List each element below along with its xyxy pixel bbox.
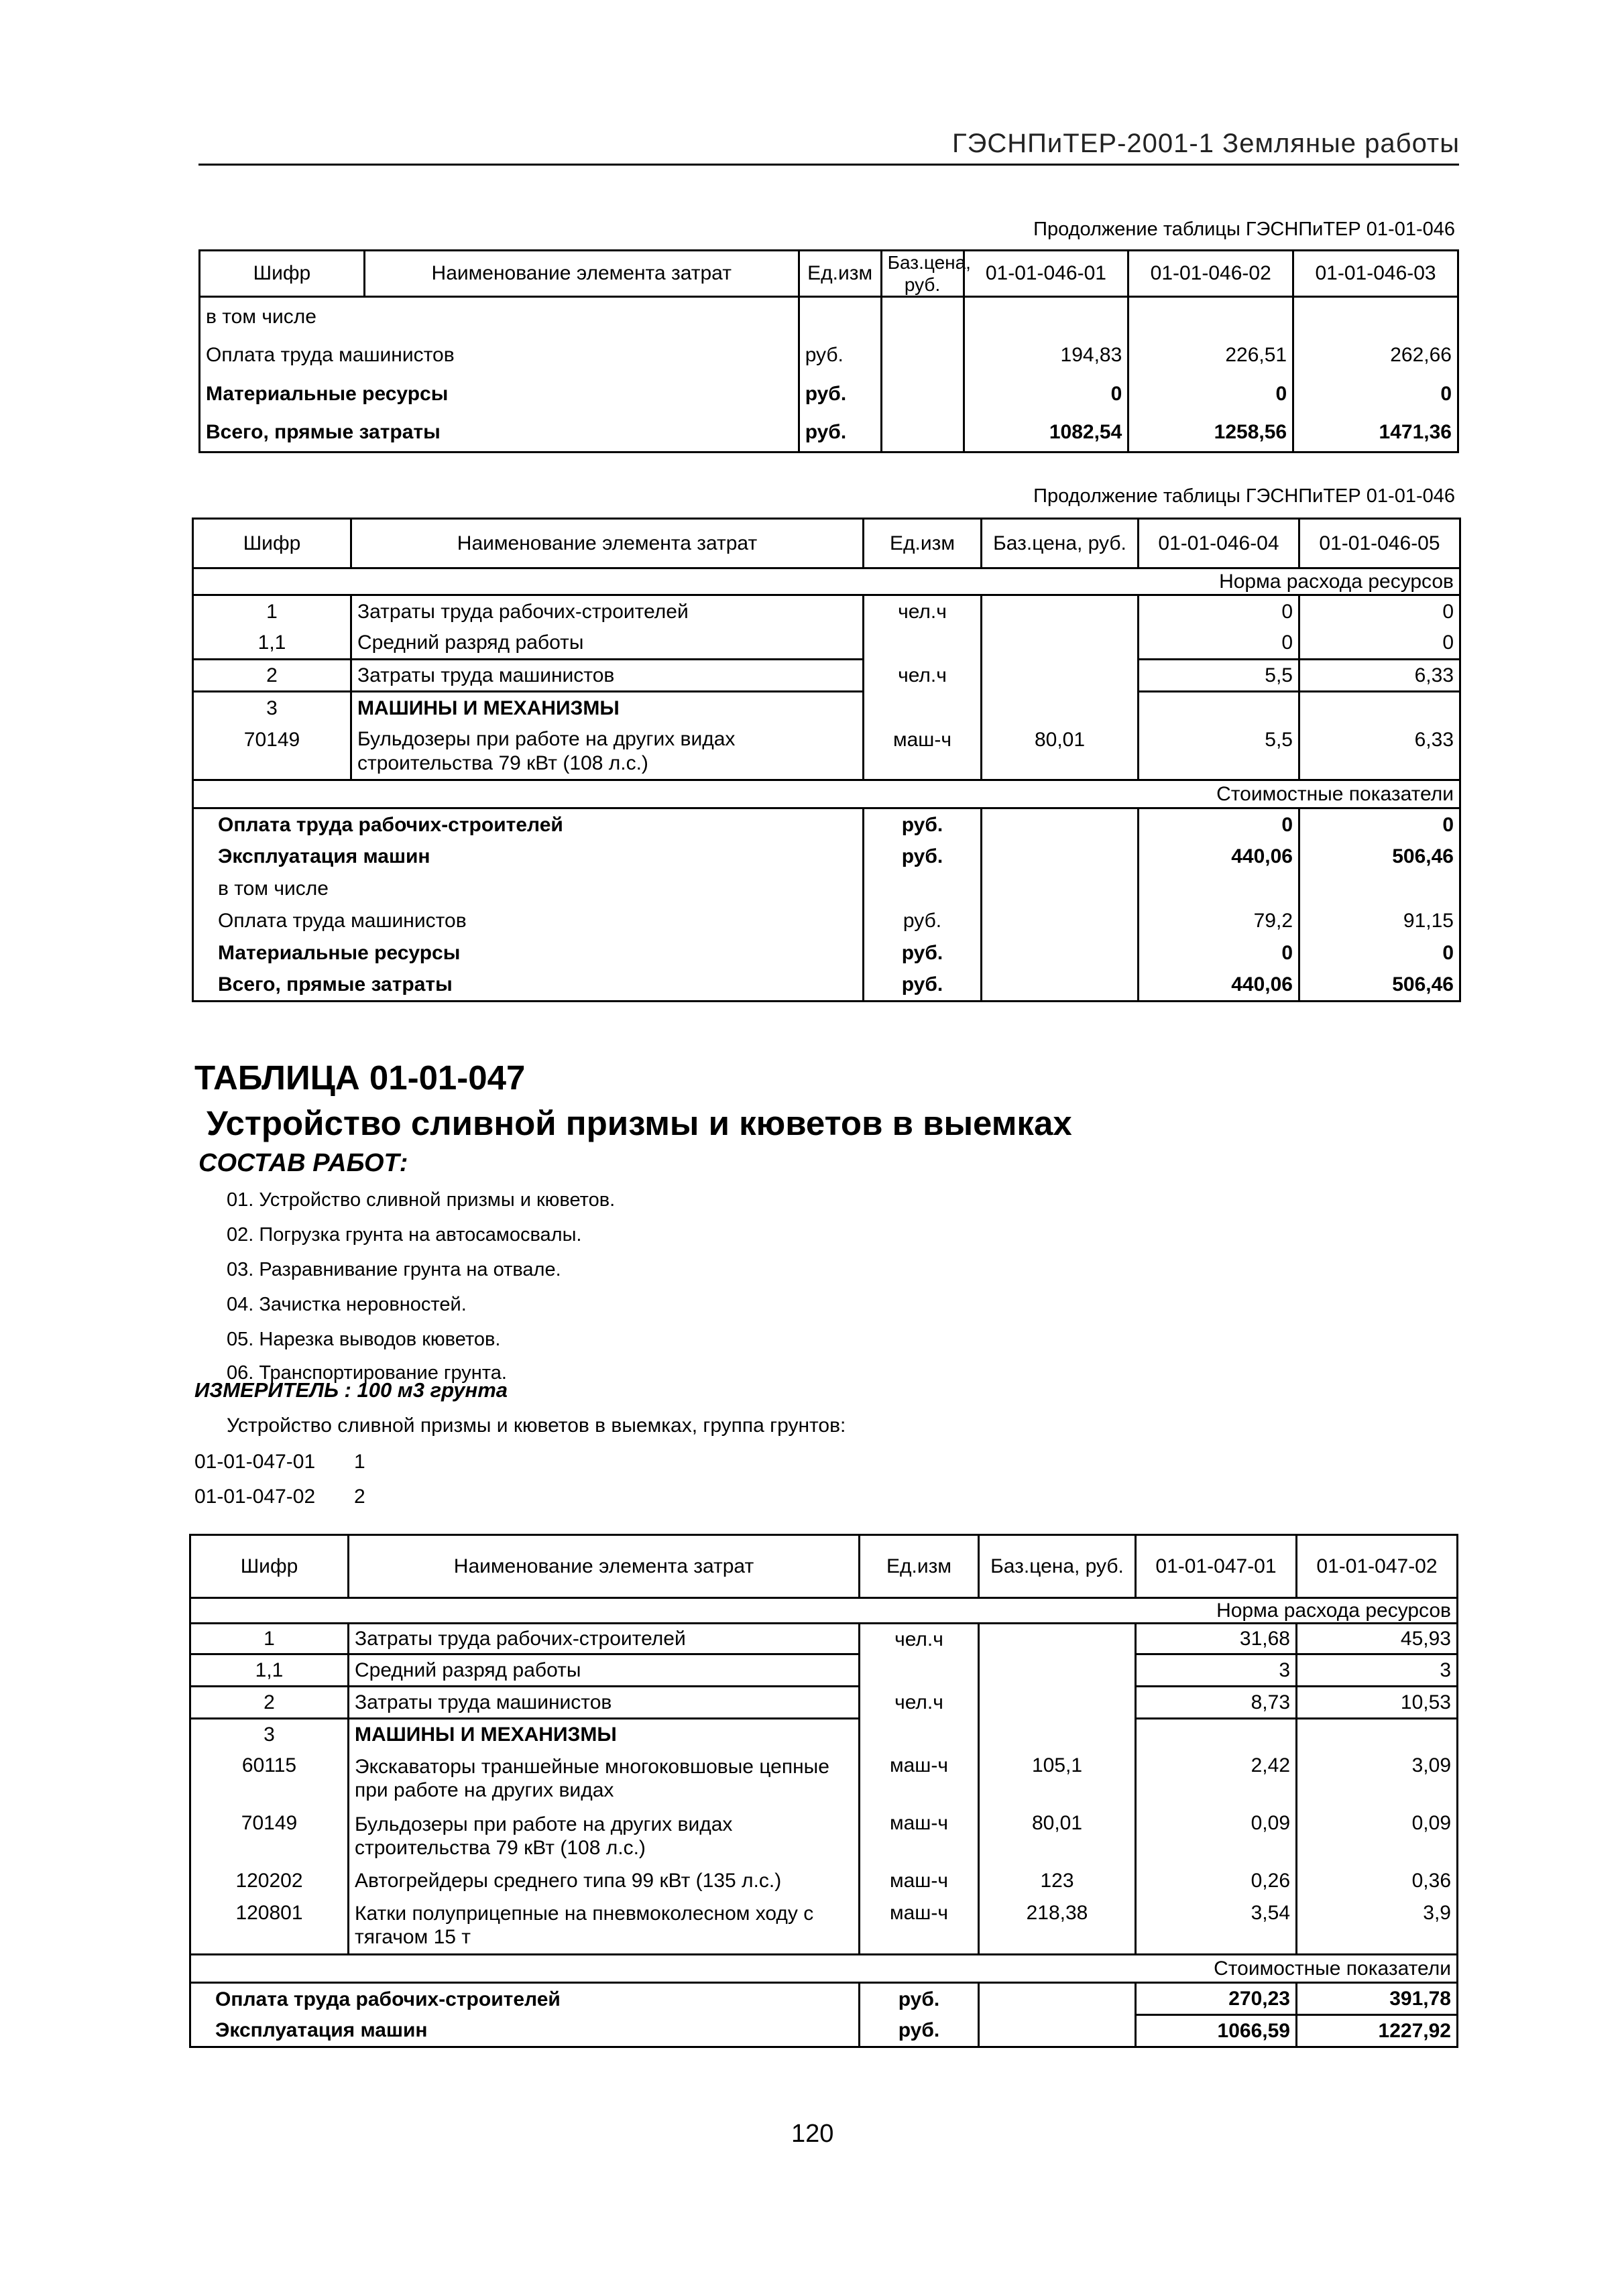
name-cell: Затраты труда машинистов bbox=[349, 1687, 860, 1719]
cost-label: Оплата труда машинистов bbox=[193, 905, 864, 937]
value-cell: 31,68 bbox=[1136, 1624, 1297, 1654]
value-cell: 5,5 bbox=[1139, 660, 1299, 692]
code-line bbox=[194, 1486, 365, 1508]
table-row bbox=[190, 1807, 1458, 1865]
page-header: ГЭСНПиТЕР-2001-1 Земляные работы bbox=[952, 129, 1460, 158]
work-item: 06. Транспортирование грунта. bbox=[227, 1362, 507, 1384]
row-label: в том числе bbox=[200, 297, 799, 336]
value-cell bbox=[1139, 692, 1299, 724]
unit-cell: чел.ч bbox=[860, 1624, 979, 1654]
name-cell: Экскаваторы траншейные многоковшовые цепные при работе на других видах bbox=[349, 1750, 860, 1807]
price-cell: 105,1 bbox=[979, 1750, 1136, 1807]
price-cell bbox=[982, 595, 1139, 627]
unit-cell bbox=[864, 873, 982, 905]
unit-cell: чел.ч bbox=[860, 1687, 979, 1719]
works-heading: СОСТАВ РАБОТ: bbox=[198, 1149, 408, 1177]
code-line bbox=[194, 1451, 365, 1473]
price-cell bbox=[979, 1983, 1136, 2015]
header-cell: 01-01-046-03 bbox=[1293, 251, 1458, 297]
price-cell bbox=[881, 336, 964, 375]
code-cell: 70149 bbox=[190, 1807, 349, 1865]
value-cell bbox=[1139, 873, 1299, 905]
header-cell: Шифр bbox=[193, 519, 351, 568]
unit-cell: руб. bbox=[864, 841, 982, 873]
price-cell bbox=[982, 692, 1139, 724]
cost-row bbox=[193, 969, 1460, 1002]
value-cell: 226,51 bbox=[1128, 336, 1293, 375]
price-cell bbox=[979, 2015, 1136, 2047]
table1 bbox=[198, 249, 1459, 453]
cost-label: Оплата труда рабочих-строителей bbox=[190, 1983, 860, 2015]
value-cell: 391,78 bbox=[1297, 1983, 1458, 2015]
cost-row bbox=[193, 808, 1460, 841]
price-cell bbox=[979, 1654, 1136, 1687]
cost-label: Оплата труда рабочих-строителей bbox=[193, 808, 864, 841]
unit-cell: чел.ч bbox=[864, 595, 982, 627]
price-cell: 80,01 bbox=[982, 724, 1139, 780]
table2-header bbox=[193, 519, 1460, 568]
section-norm-label: Норма расхода ресурсов bbox=[193, 568, 1460, 595]
table-subtitle: Устройство сливной призмы и кюветов в выемках bbox=[207, 1104, 1072, 1142]
value-cell: 3,54 bbox=[1136, 1897, 1297, 1955]
price-cell bbox=[982, 937, 1139, 969]
value-cell: 194,83 bbox=[964, 336, 1128, 375]
value-cell: 3,9 bbox=[1297, 1897, 1458, 1955]
header-cell: Шифр bbox=[190, 1535, 349, 1598]
price-cell bbox=[982, 660, 1139, 692]
code-cell: 60115 bbox=[190, 1750, 349, 1807]
name-cell: МАШИНЫ И МЕХАНИЗМЫ bbox=[351, 692, 864, 724]
value-cell: 0 bbox=[1139, 595, 1299, 627]
table-row bbox=[193, 660, 1460, 692]
value-cell: 6,33 bbox=[1299, 660, 1460, 692]
value-cell: 91,15 bbox=[1299, 905, 1460, 937]
cost-label: Материальные ресурсы bbox=[193, 937, 864, 969]
work-item: 03. Разравнивание грунта на отвале. bbox=[227, 1259, 561, 1280]
value-cell: 0 bbox=[1299, 627, 1460, 660]
header-cell: Наименование элемента затрат bbox=[349, 1535, 860, 1598]
price-cell bbox=[881, 297, 964, 336]
header-cell: Ед.изм bbox=[860, 1535, 979, 1598]
code-group: 1 bbox=[354, 1451, 365, 1473]
header-cell: 01-01-046-05 bbox=[1299, 519, 1460, 568]
code-cell: 1 bbox=[190, 1624, 349, 1654]
value-cell: 440,06 bbox=[1139, 969, 1299, 1002]
unit-cell: маш-ч bbox=[860, 1750, 979, 1807]
value-cell: 270,23 bbox=[1136, 1983, 1297, 2015]
value-cell bbox=[1299, 873, 1460, 905]
code-cell: 2 bbox=[193, 660, 351, 692]
unit-cell bbox=[864, 692, 982, 724]
code-cell: 120801 bbox=[190, 1897, 349, 1955]
cost-row bbox=[193, 841, 1460, 873]
table-title: ТАБЛИЦА 01-01-047 bbox=[194, 1059, 526, 1097]
header-cell: Баз.цена, руб. bbox=[982, 519, 1139, 568]
table-row bbox=[193, 595, 1460, 627]
cost-label: Всего, прямые затраты bbox=[193, 969, 864, 1002]
table3 bbox=[189, 1534, 1458, 2048]
price-cell bbox=[979, 1687, 1136, 1719]
value-cell: 440,06 bbox=[1139, 841, 1299, 873]
value-cell: 0 bbox=[1299, 808, 1460, 841]
unit-cell: руб. bbox=[864, 969, 982, 1002]
code-id: 01-01-047-02 bbox=[194, 1486, 316, 1508]
name-cell: Средний разряд работы bbox=[349, 1654, 860, 1687]
cost-label: Эксплуатация машин bbox=[190, 2015, 860, 2047]
value-cell: 10,53 bbox=[1297, 1687, 1458, 1719]
value-cell: 0 bbox=[1139, 627, 1299, 660]
code-cell: 70149 bbox=[193, 724, 351, 780]
section-row bbox=[193, 568, 1460, 595]
header-cell: Ед.изм bbox=[864, 519, 982, 568]
code-cell: 1,1 bbox=[193, 627, 351, 660]
value-cell: 3 bbox=[1136, 1654, 1297, 1687]
value-cell: 0,09 bbox=[1136, 1807, 1297, 1865]
header-cell: Баз.цена, руб. bbox=[979, 1535, 1136, 1598]
table-row bbox=[193, 724, 1460, 780]
name-cell: Затраты труда рабочих-строителей bbox=[349, 1624, 860, 1654]
header-cell: Ед.изм bbox=[799, 251, 881, 297]
page-number: 120 bbox=[791, 2120, 834, 2148]
value-cell: 3,09 bbox=[1297, 1750, 1458, 1807]
code-id: 01-01-047-01 bbox=[194, 1451, 316, 1473]
unit-cell: руб. bbox=[864, 905, 982, 937]
unit-cell: маш-ч bbox=[860, 1807, 979, 1865]
value-cell: 0 bbox=[1128, 375, 1293, 414]
cost-row bbox=[190, 1983, 1458, 2015]
value-cell: 79,2 bbox=[1139, 905, 1299, 937]
price-cell: 218,38 bbox=[979, 1897, 1136, 1955]
value-cell: 0 bbox=[1139, 808, 1299, 841]
unit-cell bbox=[860, 1719, 979, 1750]
price-cell: 80,01 bbox=[979, 1807, 1136, 1865]
work-item: 05. Нарезка выводов кюветов. bbox=[227, 1329, 501, 1350]
row-label: Оплата труда машинистов bbox=[200, 336, 799, 375]
price-cell bbox=[979, 1624, 1136, 1654]
price-cell bbox=[982, 873, 1139, 905]
value-cell: 506,46 bbox=[1299, 841, 1460, 873]
name-cell: Затраты труда машинистов bbox=[351, 660, 864, 692]
unit-cell: руб. bbox=[860, 1983, 979, 2015]
table-row bbox=[190, 1654, 1458, 1687]
table-row bbox=[190, 1624, 1458, 1654]
value-cell: 0 bbox=[1299, 595, 1460, 627]
value-cell: 2,42 bbox=[1136, 1750, 1297, 1807]
value-cell: 0 bbox=[1139, 937, 1299, 969]
table-row bbox=[190, 1865, 1458, 1897]
unit-cell: чел.ч bbox=[864, 660, 982, 692]
price-cell bbox=[982, 905, 1139, 937]
header-cell: 01-01-046-01 bbox=[964, 251, 1128, 297]
unit-cell: руб. bbox=[864, 937, 982, 969]
cost-row bbox=[193, 873, 1460, 905]
intro-text: Устройство сливной призмы и кюветов в выемках, группа грунтов: bbox=[227, 1414, 846, 1437]
unit-cell: маш-ч bbox=[860, 1865, 979, 1897]
table-row bbox=[193, 627, 1460, 660]
value-cell: 6,33 bbox=[1299, 724, 1460, 780]
value-cell: 1066,59 bbox=[1136, 2015, 1297, 2047]
cost-row bbox=[193, 905, 1460, 937]
table-row bbox=[190, 1687, 1458, 1719]
section-norm-label: Норма расхода ресурсов bbox=[190, 1598, 1458, 1624]
name-cell: МАШИНЫ И МЕХАНИЗМЫ bbox=[349, 1719, 860, 1750]
value-cell: 1471,36 bbox=[1293, 414, 1458, 452]
value-cell: 1258,56 bbox=[1128, 414, 1293, 452]
header-cell: Наименование элемента затрат bbox=[364, 251, 799, 297]
price-cell bbox=[982, 841, 1139, 873]
section-row bbox=[190, 1598, 1458, 1624]
section-cost-label: Стоимостные показатели bbox=[190, 1955, 1458, 1983]
value-cell bbox=[1293, 297, 1458, 336]
name-cell: Автогрейдеры среднего типа 99 кВт (135 л.с.) bbox=[349, 1865, 860, 1897]
row-label: Всего, прямые затраты bbox=[200, 414, 799, 452]
price-cell: 123 bbox=[979, 1865, 1136, 1897]
value-cell: 1082,54 bbox=[964, 414, 1128, 452]
value-cell: 0,36 bbox=[1297, 1865, 1458, 1897]
code-cell: 120202 bbox=[190, 1865, 349, 1897]
header-rule bbox=[198, 164, 1459, 166]
cost-row bbox=[190, 2015, 1458, 2047]
table-row bbox=[200, 375, 1458, 414]
cost-label: в том числе bbox=[193, 873, 864, 905]
header-cell: 01-01-046-04 bbox=[1139, 519, 1299, 568]
header-cell: 01-01-047-02 bbox=[1297, 1535, 1458, 1598]
name-cell: Бульдозеры при работе на других видах строительства 79 кВт (108 л.с.) bbox=[349, 1807, 860, 1865]
header-cell: Наименование элемента затрат bbox=[351, 519, 864, 568]
header-cell: 01-01-046-02 bbox=[1128, 251, 1293, 297]
unit-cell: руб. bbox=[799, 336, 881, 375]
cost-row bbox=[193, 937, 1460, 969]
unit-cell bbox=[860, 1654, 979, 1687]
code-cell: 3 bbox=[190, 1719, 349, 1750]
price-cell bbox=[979, 1719, 1136, 1750]
section-row bbox=[190, 1955, 1458, 1983]
code-cell: 1 bbox=[193, 595, 351, 627]
unit-cell bbox=[799, 297, 881, 336]
section-row bbox=[193, 780, 1460, 808]
work-item: 04. Зачистка неровностей. bbox=[227, 1294, 467, 1315]
table-row bbox=[193, 692, 1460, 724]
value-cell bbox=[1299, 692, 1460, 724]
value-cell: 506,46 bbox=[1299, 969, 1460, 1002]
value-cell: 262,66 bbox=[1293, 336, 1458, 375]
table-row bbox=[190, 1719, 1458, 1750]
table-row bbox=[200, 336, 1458, 375]
value-cell: 0,09 bbox=[1297, 1807, 1458, 1865]
code-group: 2 bbox=[354, 1486, 365, 1508]
code-cell: 3 bbox=[193, 692, 351, 724]
section-cost-label: Стоимостные показатели bbox=[193, 780, 1460, 808]
code-cell: 2 bbox=[190, 1687, 349, 1719]
header-cell: Шифр bbox=[200, 251, 365, 297]
unit-cell bbox=[864, 627, 982, 660]
table2 bbox=[192, 518, 1461, 1002]
unit-cell: руб. bbox=[799, 375, 881, 414]
cost-label: Эксплуатация машин bbox=[193, 841, 864, 873]
table-row bbox=[200, 414, 1458, 452]
value-cell: 0 bbox=[964, 375, 1128, 414]
row-label: Материальные ресурсы bbox=[200, 375, 799, 414]
table-row bbox=[190, 1750, 1458, 1807]
work-item: 01. Устройство сливной призмы и кюветов. bbox=[227, 1189, 616, 1211]
table3-header bbox=[190, 1535, 1458, 1598]
price-cell bbox=[982, 808, 1139, 841]
value-cell bbox=[1136, 1719, 1297, 1750]
header-cell: 01-01-047-01 bbox=[1136, 1535, 1297, 1598]
price-cell bbox=[982, 627, 1139, 660]
name-cell: Бульдозеры при работе на других видах строительства 79 кВт (108 л.с.) bbox=[351, 724, 864, 780]
name-cell: Затраты труда рабочих-строителей bbox=[351, 595, 864, 627]
value-cell: 0 bbox=[1299, 937, 1460, 969]
header-cell: Баз.цена, руб. bbox=[881, 251, 964, 297]
value-cell bbox=[1297, 1719, 1458, 1750]
table1-header bbox=[200, 251, 1458, 297]
value-cell bbox=[1128, 297, 1293, 336]
value-cell: 0,26 bbox=[1136, 1865, 1297, 1897]
name-cell: Катки полуприцепные на пневмоколесном ходу с тягачом 15 т bbox=[349, 1897, 860, 1955]
unit-cell: маш-ч bbox=[864, 724, 982, 780]
measure-unit: ИЗМЕРИТЕЛЬ : 100 м3 грунта bbox=[194, 1378, 508, 1402]
value-cell: 45,93 bbox=[1297, 1624, 1458, 1654]
unit-cell: маш-ч bbox=[860, 1897, 979, 1955]
value-cell: 5,5 bbox=[1139, 724, 1299, 780]
unit-cell: руб. bbox=[799, 414, 881, 452]
value-cell bbox=[964, 297, 1128, 336]
table-row bbox=[190, 1897, 1458, 1955]
price-cell bbox=[982, 969, 1139, 1002]
value-cell: 3 bbox=[1297, 1654, 1458, 1687]
code-cell: 1,1 bbox=[190, 1654, 349, 1687]
name-cell: Средний разряд работы bbox=[351, 627, 864, 660]
work-item: 02. Погрузка грунта на автосамосвалы. bbox=[227, 1224, 582, 1246]
unit-cell: руб. bbox=[860, 2015, 979, 2047]
unit-cell: руб. bbox=[864, 808, 982, 841]
value-cell: 1227,92 bbox=[1297, 2015, 1458, 2047]
value-cell: 0 bbox=[1293, 375, 1458, 414]
price-cell bbox=[881, 375, 964, 414]
table-row bbox=[200, 297, 1458, 336]
table1-continuation: Продолжение таблицы ГЭСНПиТЕР 01-01-046 bbox=[1033, 219, 1455, 240]
table2-continuation: Продолжение таблицы ГЭСНПиТЕР 01-01-046 bbox=[1033, 485, 1455, 507]
price-cell bbox=[881, 414, 964, 452]
value-cell: 8,73 bbox=[1136, 1687, 1297, 1719]
